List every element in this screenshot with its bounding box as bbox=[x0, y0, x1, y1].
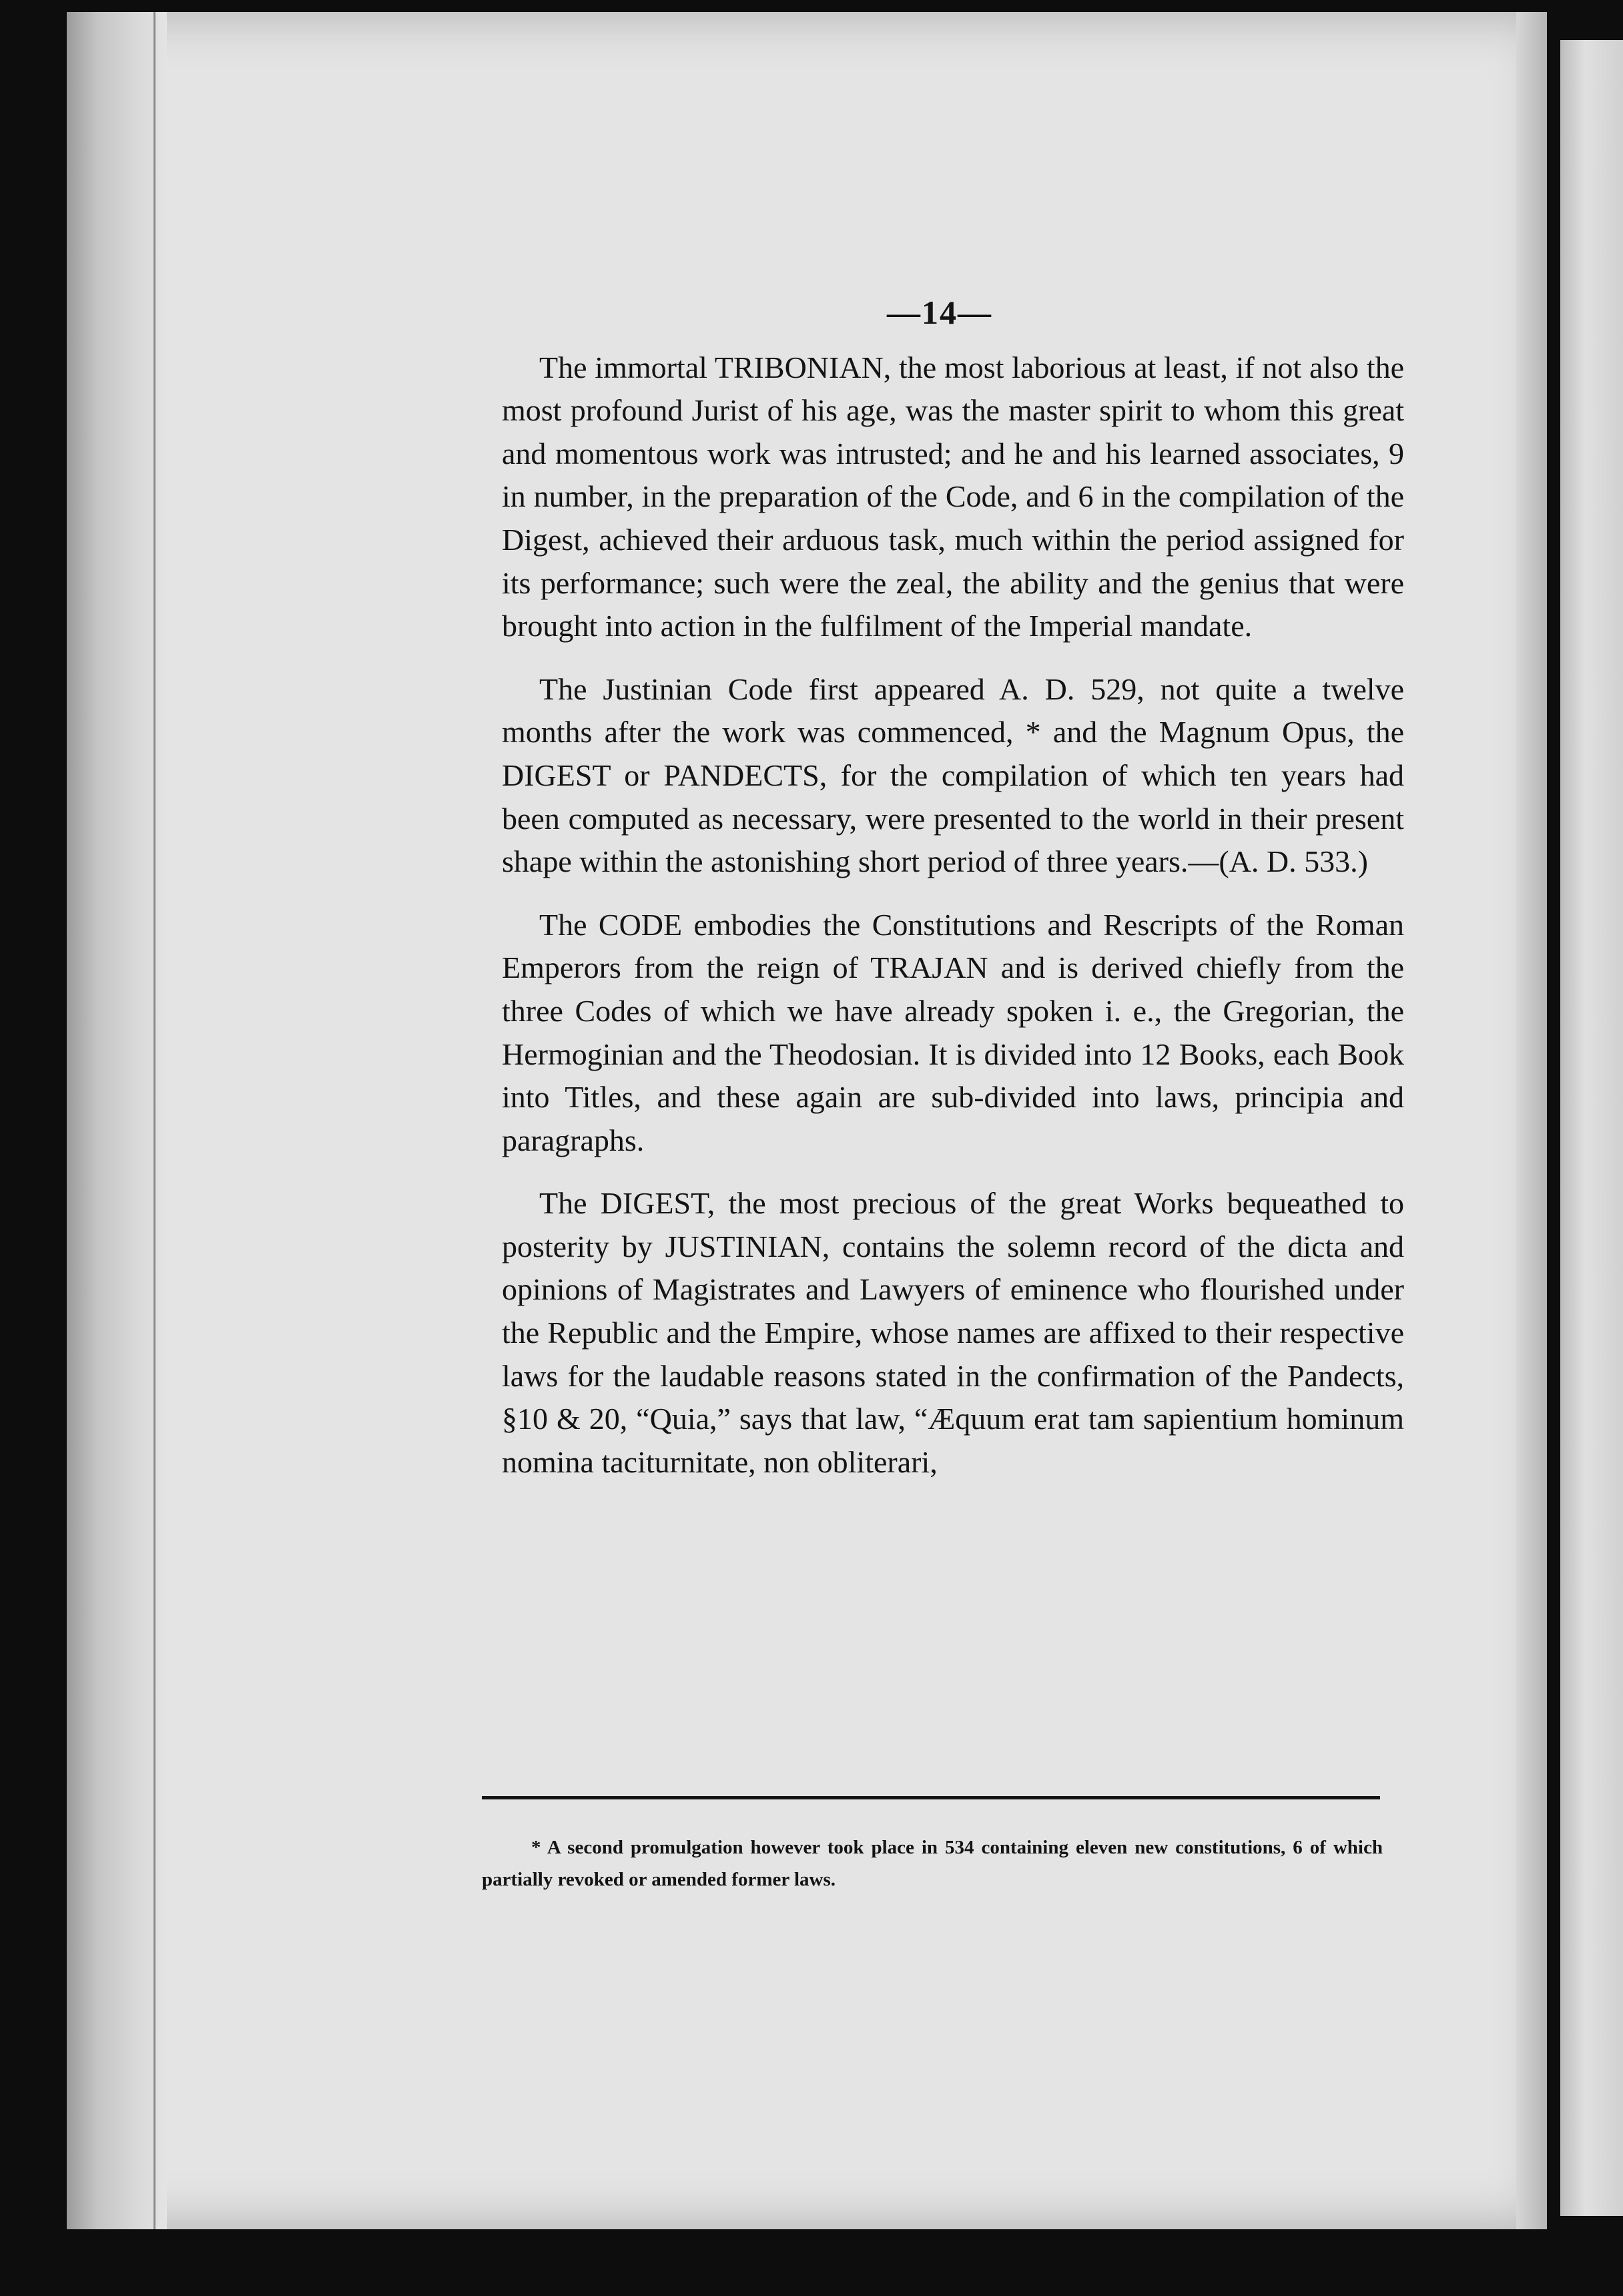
paragraph-justinian-code: The Justinian Code first appeared A. D. 529, not quite a twelve months after the work was commenced, * and the Magnum Opus, the DIGEST or PANDECTS, for the compilation of which ten years had been computed as necessary, were presented to the world in their present shape within the astonishing short period of three years.—(A. D. 533.) bbox=[502, 671, 1404, 879]
adjacent-page-edge bbox=[1560, 40, 1623, 2216]
footnote: * A second promulgation however took place in 534 containing eleven new constitutions, 6 of which partially revoked or amended former laws. bbox=[482, 1837, 1383, 1890]
page-number: —14— bbox=[887, 294, 992, 331]
page-edge bbox=[1516, 12, 1547, 2229]
paragraph-tribonian: The immortal TRIBONIAN, the most laborious at least, if not also the most profound Jurist of his age, was the master spirit to whom this great and momentous work was intrusted; and he and his learned associates, 9 in number, in the preparation of the Code, and 6 in the compilation of the Digest, achieved their arduous task, much within the period assigned for its performance; such were the zeal, the ability and the genius that were brought into action in the fulfilment of the Imperial mandate. bbox=[502, 350, 1404, 643]
footnote-divider bbox=[482, 1796, 1380, 1799]
body-text bbox=[502, 291, 1404, 1504]
paragraph-code: The CODE embodies the Constitutions and Rescripts of the Roman Emperors from the reign of TRAJAN and is derived chiefly from the three Codes of which we have already spoken i. e., the Gregorian, the Hermoginian and the Theodosian. It is divided into 12 Books, each Book into Titles, and these again are sub-divided into laws, principia and paragraphs. bbox=[502, 907, 1404, 1157]
page-gutter bbox=[67, 12, 167, 2229]
paragraph-digest: The DIGEST, the most precious of the great Works bequeathed to posterity by JUSTINIAN, contains the solemn record of the dicta and opinions of Magistrates and Lawyers of eminence who flourished under the Republic and the Empire, whose names are affixed to their respective laws for the laudable reasons stated in the confirmation of the Pandects, §10 & 20, “Quia,” says that law, “Æquum erat tam sapientium hominum nomina taciturnitate, non obliterari, bbox=[502, 1186, 1404, 1479]
